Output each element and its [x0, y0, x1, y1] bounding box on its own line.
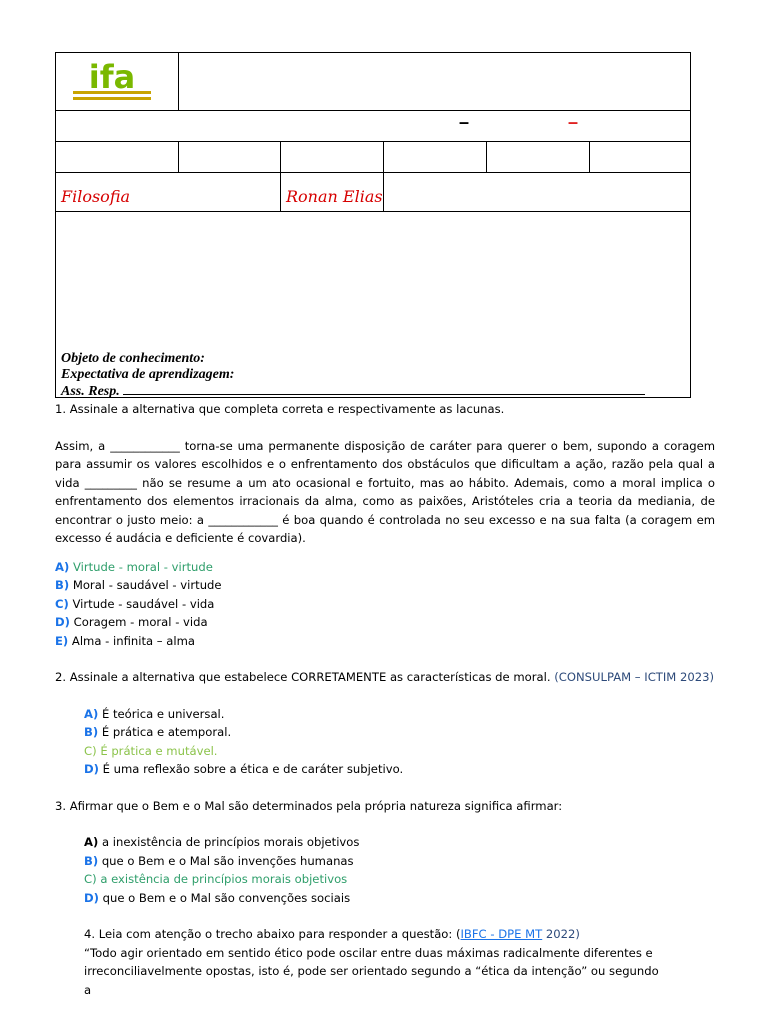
header-divider	[56, 211, 690, 212]
q2-option-a: A) É teórica e universal.	[84, 706, 225, 721]
q2-source: (CONSULPAM – ICTIM 2023)	[554, 670, 715, 684]
header-divider	[383, 141, 384, 211]
q1-option-c: C) Virtude - saudável - vida	[55, 596, 215, 611]
dash-separator: –	[568, 112, 579, 132]
ifa-logo	[70, 57, 156, 105]
q4-source-link[interactable]: IBFC - DPE MT	[460, 927, 543, 941]
q1-option-e: E) Alma - infinita – alma	[55, 633, 195, 648]
header-table	[55, 52, 691, 398]
q3-prompt: 3. Afirmar que o Bem e o Mal são determinados pela própria natureza significa afirmar:	[55, 798, 563, 813]
svg-text:ifa: ifa	[88, 58, 136, 96]
objeto-label: Objeto de conhecimento:	[61, 351, 205, 366]
teacher-name: Ronan Elias	[286, 187, 383, 206]
q1-option-a: A) Virtude - moral - virtude	[55, 559, 213, 574]
ass-label: Ass. Resp.	[61, 384, 120, 399]
header-divider	[56, 172, 690, 173]
q4-quote: “Todo agir orientado em sentido ético pode oscilar entre duas máximas radicalmente diferentes e irreconciliavelmente opostas, isto é, pode ser orientado segundo a “ética da intenção” ou segundo a	[84, 945, 659, 997]
signature-blank	[123, 383, 645, 395]
questions	[55, 400, 715, 999]
header-divider	[178, 53, 179, 110]
q4-prompt: 4. Leia com atenção o trecho abaixo para responder a questão: (IBFC - DPE MT 2022)	[84, 927, 580, 941]
header-divider	[280, 141, 281, 211]
subject-name: Filosofia	[61, 187, 131, 206]
q2-prompt: 2. Assinale a alternativa que estabelece CORRETAMENTE as características de moral. (CONSULPAM – ICTIM 2023)	[55, 670, 715, 684]
q1-option-b: B) Moral - saudável - virtude	[55, 578, 222, 592]
q2-option-b: B) É prática e atemporal.	[84, 725, 232, 739]
header-divider	[178, 141, 179, 172]
header-divider	[56, 141, 690, 142]
expectativa-label: Expectativa de aprendizagem:	[61, 367, 235, 382]
signature-line	[61, 383, 645, 400]
header-divider	[56, 110, 690, 111]
q3-option-a: A) a inexistência de princípios morais objetivos	[84, 835, 360, 849]
header-divider	[486, 141, 487, 172]
q3-option-b: B) que o Bem e o Mal são invenções humanas	[84, 853, 354, 868]
q1-option-d: D) Coragem - moral - vida	[55, 615, 208, 629]
q1-text: Assim, a ____________ torna-se uma permanente disposição de caráter para querer o bem, supondo a coragem para assumir os valores escolhidos e o enfrentamento dos obstáculos que dificultam a ação, razão pela qual a vida _________ não se resume a um ato ocasional e fortuito, mas ao hábito. Ademais, como a moral implica o enfrentamento dos elementos irracionais da alma, como as paixões, Aristóteles cria a teoria da mediania, de encontrar o justo meio: a ____________ é boa quando é controlada no seu excesso e na sua falta (a coragem em excesso é audácia e deficiente é covardia).	[55, 438, 715, 545]
q2-option-d: D) É uma reflexão sobre a ética e de caráter subjetivo.	[84, 762, 404, 776]
q1-prompt: 1. Assinale a alternativa que completa correta e respectivamente as lacunas.	[55, 402, 505, 416]
header-divider	[589, 141, 590, 172]
dash-separator: –	[459, 112, 470, 132]
q2-option-c: C) É prática e mutável.	[84, 743, 218, 758]
q3-option-c: C) a existência de princípios morais objetivos	[84, 872, 348, 886]
q3-option-d: D) que o Bem e o Mal são convenções sociais	[84, 890, 351, 905]
